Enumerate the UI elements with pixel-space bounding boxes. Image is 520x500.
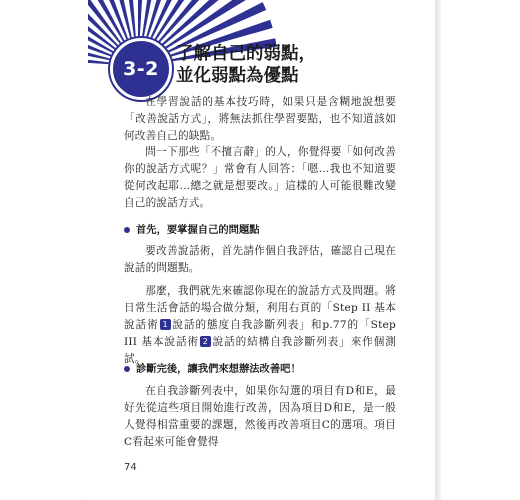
page-number: 74 (124, 462, 137, 473)
bullet-dot-icon (124, 227, 130, 233)
paragraph-checklist (124, 283, 396, 368)
book-page (88, 0, 435, 500)
section-title-line-2: 並化弱點為優點 (176, 66, 299, 86)
paragraph-self-assessment: 要改善說話術，首先請作個自我評估，確認自己現在說話的問題點。 (124, 245, 396, 274)
section-title (176, 43, 316, 87)
section-title-line-1: 了解自己的弱點， (176, 44, 316, 64)
paragraph-diagnosis: 在自我診斷列表中，如果你勾選的項目有D和E，最好先從這些項目開始進行改善，因為項目D和E，是一般人覺得相當重要的課題，然後再改善項目C的選項。項目C看起來可能會覺得 (124, 385, 396, 448)
subheading-text: 首先，要掌握自己的問題點 (136, 224, 260, 236)
section-number-badge (110, 38, 172, 100)
bullet-dot-icon (124, 366, 130, 372)
paragraph-text-part: 說話的結構自我診斷列表」來作個測試。 (124, 336, 396, 365)
number-badge-1: 1 (160, 319, 171, 330)
paragraph-intro: 在學習說話的基本技巧時，如果只是含糊地說想要「改善說話方式」，將無法抓住學習要點，也不知道該如何改善自己的缺點。 (124, 96, 396, 142)
number-badge-2: 2 (200, 336, 211, 347)
subheading-improvement (124, 362, 404, 376)
subheading-problem-points (124, 223, 404, 237)
paragraph-text-part: 那麼，我們就先來確認你現在的說話方式及問題。將日常生活會話的場合做分類，利用右頁的「Step II 基本說話術 (124, 285, 396, 331)
book-gutter (435, 0, 441, 500)
section-number: 3-2 (123, 58, 159, 80)
paragraph-text-part: 說話的態度自我診斷列表」和p.77的「Step III 基本說話術 (124, 319, 396, 348)
subheading-text: 診斷完後，讓我們來想辦法改善吧！ (136, 363, 301, 375)
paragraph-example: 問一下那些「不擅言辭」的人，你覺得要「如何改善你的說話方式呢？」常會有人回答：「嗯…我也不知道要從何改起耶…總之就是想要改。」這樣的人可能很難改變自己的說話方式。 (124, 146, 396, 209)
